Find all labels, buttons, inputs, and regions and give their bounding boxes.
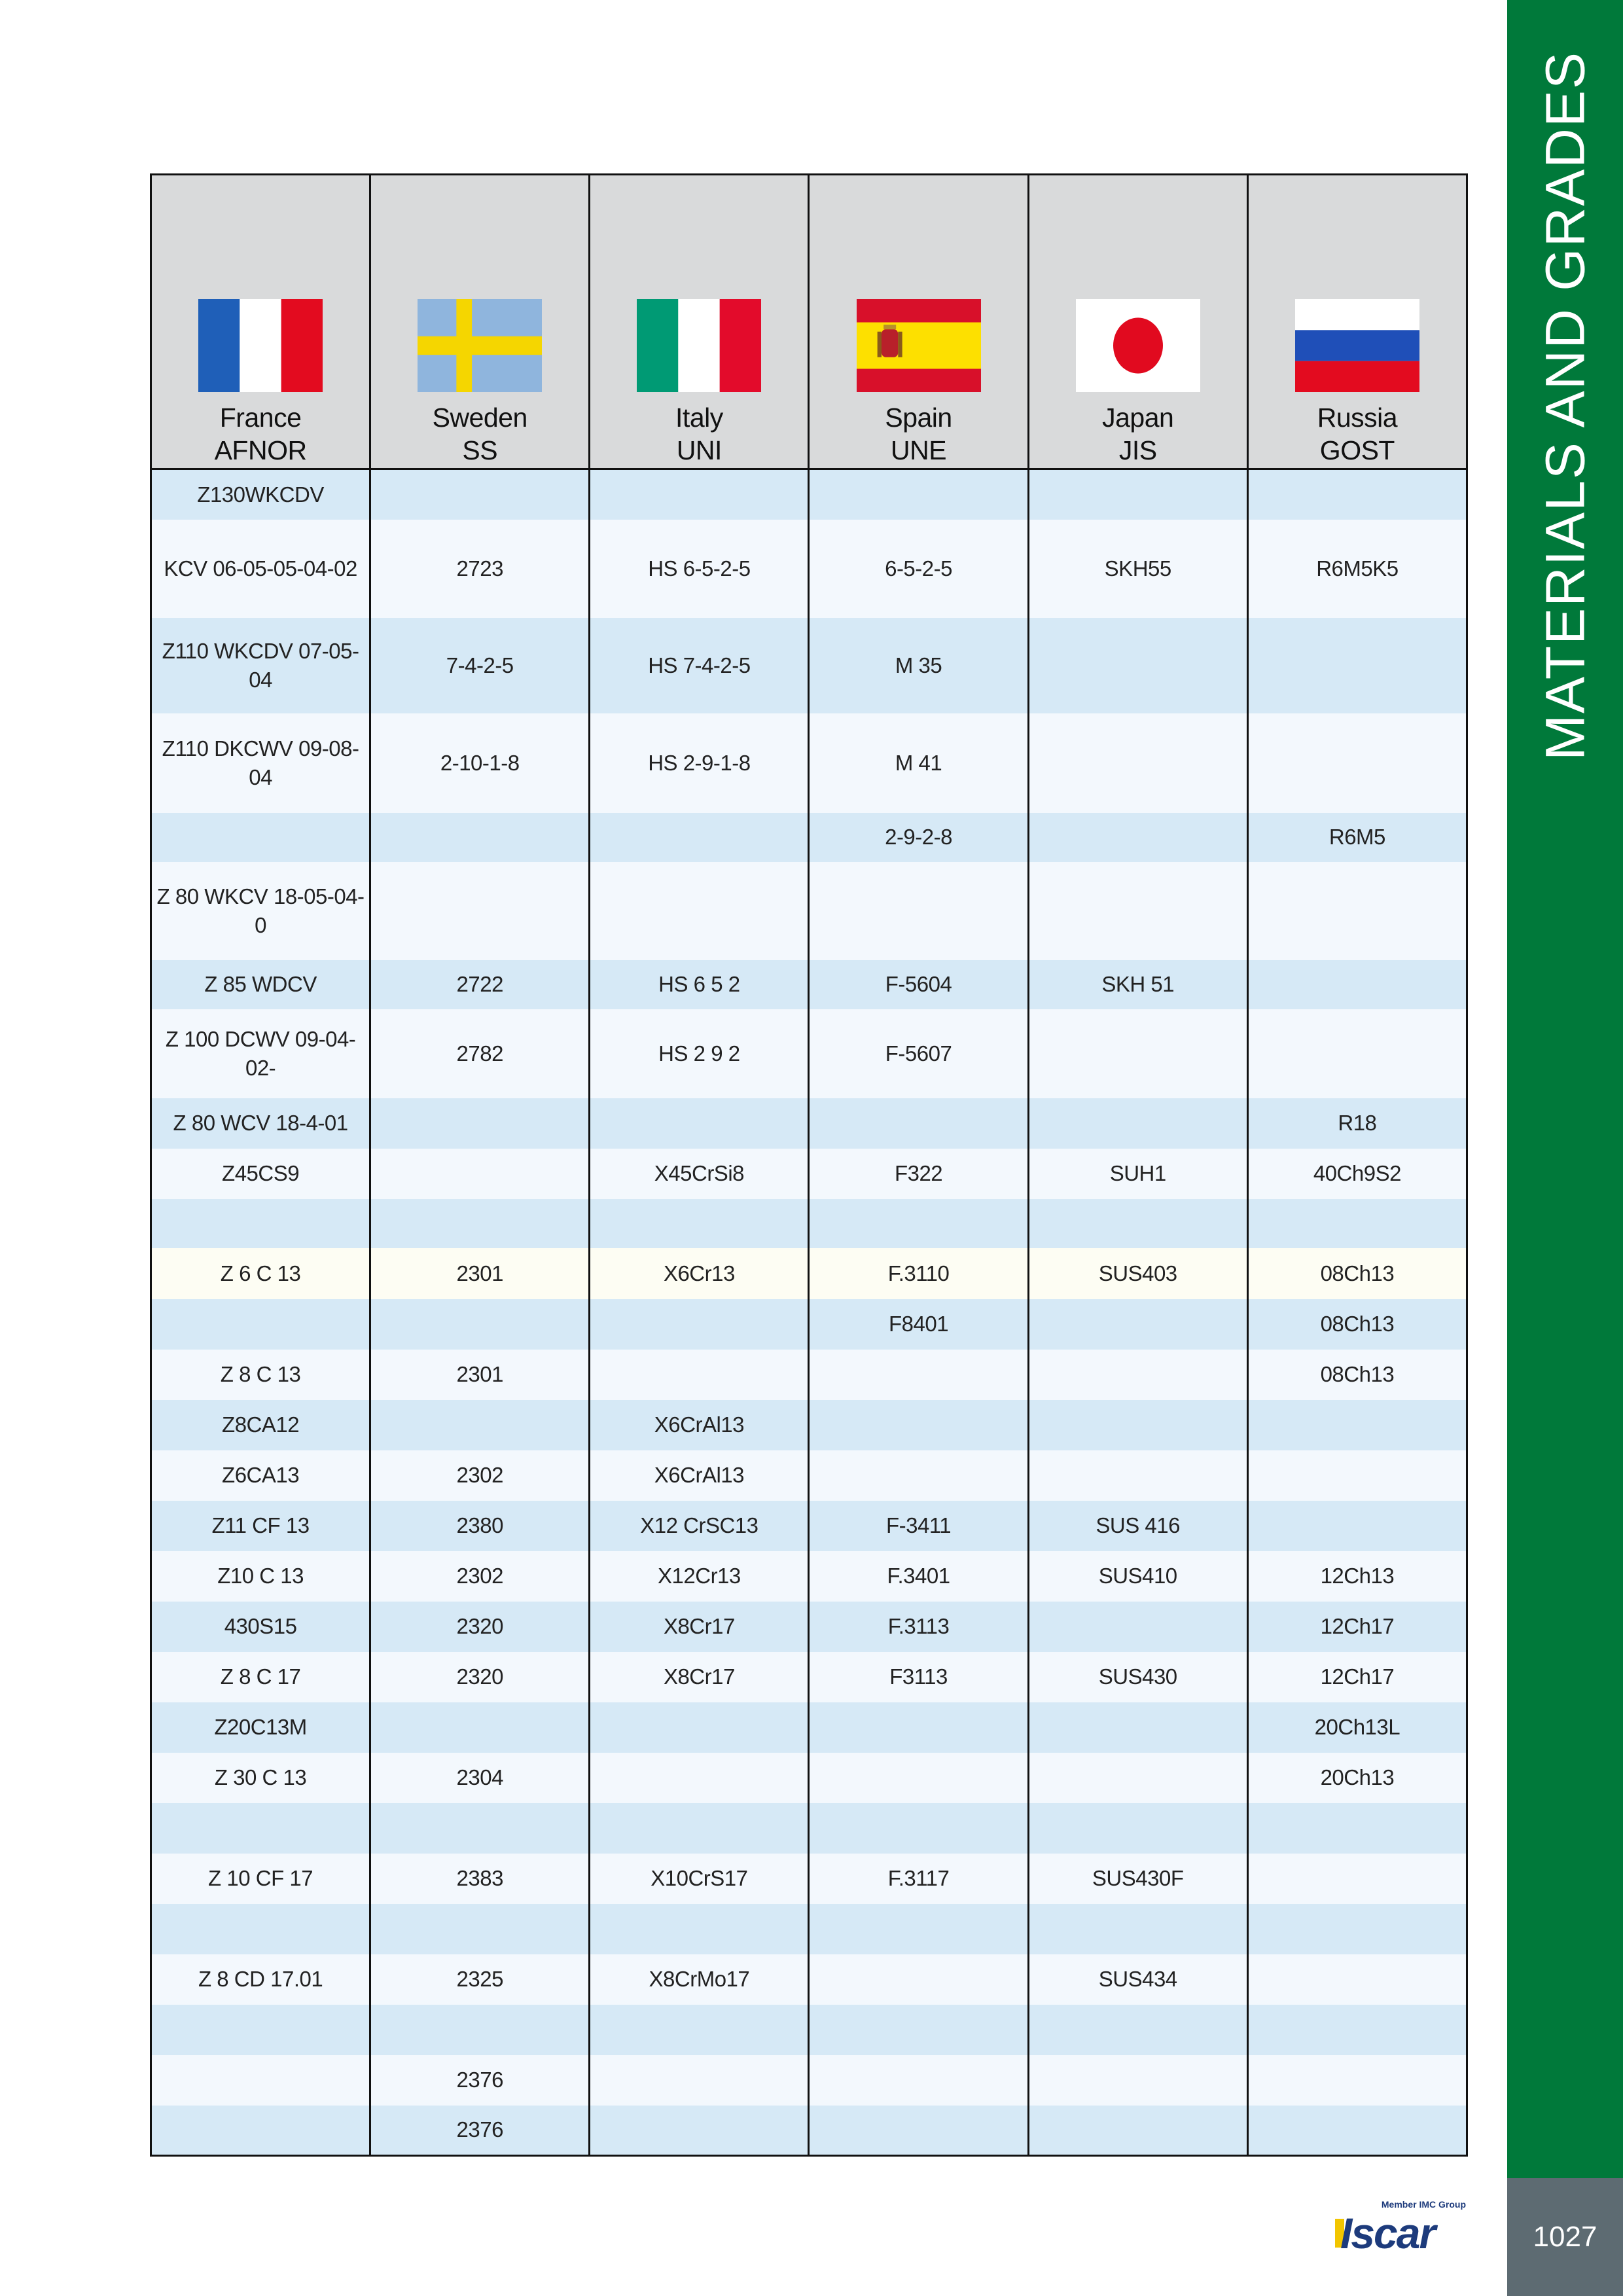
grade-cell (1028, 1299, 1247, 1350)
grade-cell: 2376 (370, 2055, 590, 2106)
grade-cell (590, 1199, 809, 1248)
grade-cell: SUS 416 (1028, 1501, 1247, 1551)
page-number-box (1507, 2178, 1623, 2296)
grade-cell: Z110 DKCWV 09-08-04 (151, 713, 370, 813)
grade-cell (1247, 1501, 1467, 1551)
grade-cell (809, 1954, 1028, 2005)
country-name: Japan (1102, 403, 1174, 433)
grade-cell (809, 1702, 1028, 1753)
grade-cell: F.3401 (809, 1551, 1028, 1602)
grade-cell: Z 100 DCWV 09-04-02- (151, 1009, 370, 1098)
grade-cell (809, 469, 1028, 520)
grade-cell (151, 1904, 370, 1954)
grade-cell (1028, 1199, 1247, 1248)
grade-cell (1028, 1350, 1247, 1400)
grade-cell: Z45CS9 (151, 1149, 370, 1199)
header-japan (1028, 175, 1247, 469)
grade-cell: 2320 (370, 1602, 590, 1652)
grade-cell: 2376 (370, 2106, 590, 2156)
grade-cell (590, 862, 809, 960)
grade-cell (809, 2055, 1028, 2106)
grade-cell: X12Cr13 (590, 1551, 809, 1602)
table-row (151, 1501, 1467, 1551)
grade-cell: F322 (809, 1149, 1028, 1199)
grade-cell (809, 1450, 1028, 1501)
grade-cell: 2-9-2-8 (809, 813, 1028, 862)
logo-wordmark: Iscar (1340, 2209, 1435, 2257)
header-italy (590, 175, 809, 469)
table-row (151, 2055, 1467, 2106)
grade-cell: Z 30 C 13 (151, 1753, 370, 1803)
grade-cell (1247, 2106, 1467, 2156)
grade-cell (1028, 1702, 1247, 1753)
company-logo (1335, 2199, 1466, 2257)
grade-cell: 2301 (370, 1248, 590, 1299)
grade-cell: 2304 (370, 1753, 590, 1803)
page-number: 1027 (1533, 2221, 1597, 2253)
standard-name: UNE (891, 435, 947, 465)
grade-cell (1247, 618, 1467, 713)
grade-cell (809, 1350, 1028, 1400)
grade-cell (151, 2106, 370, 2156)
grade-cell (1247, 862, 1467, 960)
grade-cell: 08Ch13 (1247, 1248, 1467, 1299)
grade-cell: Z 80 WCV 18-4-01 (151, 1098, 370, 1149)
grade-cell: HS 2-9-1-8 (590, 713, 809, 813)
grade-cell (1028, 1009, 1247, 1098)
grade-cell: 6-5-2-5 (809, 520, 1028, 618)
table-row (151, 1854, 1467, 1904)
grade-cell: F-5607 (809, 1009, 1028, 1098)
grade-cell (151, 1199, 370, 1248)
grade-cell: HS 6 5 2 (590, 960, 809, 1009)
grade-cell: HS 2 9 2 (590, 1009, 809, 1098)
header-row (151, 175, 1467, 469)
grade-cell: Z 6 C 13 (151, 1248, 370, 1299)
grade-cell (151, 2055, 370, 2106)
table-row (151, 520, 1467, 618)
grade-cell: F-5604 (809, 960, 1028, 1009)
grade-cell: Z110 WKCDV 07-05-04 (151, 618, 370, 713)
table-row (151, 1602, 1467, 1652)
grade-cell: X6CrAl13 (590, 1400, 809, 1450)
grade-cell: Z 80 WKCV 18-05-04-0 (151, 862, 370, 960)
grade-cell (1028, 1753, 1247, 1803)
grade-cell (1247, 1803, 1467, 1854)
grade-cell (370, 469, 590, 520)
grade-cell: 2722 (370, 960, 590, 1009)
grade-cell (370, 1904, 590, 1954)
grade-cell (1247, 469, 1467, 520)
grade-cell (370, 1149, 590, 1199)
grade-cell (370, 862, 590, 960)
table-row (151, 1954, 1467, 2005)
country-name: Italy (675, 403, 723, 433)
country-name: Spain (885, 403, 952, 433)
grade-cell (1028, 813, 1247, 862)
grade-cell: Z 8 C 17 (151, 1652, 370, 1702)
grade-cell: 2723 (370, 520, 590, 618)
grade-cell (370, 1299, 590, 1350)
standard-name: UNI (676, 435, 722, 465)
table-row (151, 813, 1467, 862)
grade-cell (809, 1400, 1028, 1450)
grade-cell (1028, 1400, 1247, 1450)
grade-cell (1247, 1450, 1467, 1501)
grade-cell: F3113 (809, 1652, 1028, 1702)
grade-cell: X6CrAl13 (590, 1450, 809, 1501)
table-row (151, 1753, 1467, 1803)
table-row (151, 1702, 1467, 1753)
grades-table-body (151, 469, 1467, 2156)
grade-cell (1028, 1450, 1247, 1501)
grade-cell: KCV 06-05-05-04-02 (151, 520, 370, 618)
grade-cell: Z130WKCDV (151, 469, 370, 520)
logo-tagline: Member IMC Group (1381, 2199, 1466, 2210)
grade-cell (1247, 1854, 1467, 1904)
grade-cell (370, 1098, 590, 1149)
grade-cell (1247, 713, 1467, 813)
sidebar (1507, 0, 1623, 2178)
grade-cell (590, 1803, 809, 1854)
country-name: France (219, 403, 302, 433)
grade-cell (590, 813, 809, 862)
grade-cell: 12Ch17 (1247, 1652, 1467, 1702)
table-row (151, 1098, 1467, 1149)
italy-flag-icon (637, 299, 761, 392)
grade-cell: Z 8 CD 17.01 (151, 1954, 370, 2005)
grade-cell (809, 1904, 1028, 1954)
grade-cell (370, 1400, 590, 1450)
grade-cell: M 35 (809, 618, 1028, 713)
table-row (151, 618, 1467, 713)
grade-cell: R18 (1247, 1098, 1467, 1149)
grade-cell: 2-10-1-8 (370, 713, 590, 813)
grade-cell: F.3117 (809, 1854, 1028, 1904)
grades-table (150, 173, 1468, 2157)
spain-flag-icon (857, 299, 981, 392)
grade-cell: 2383 (370, 1854, 590, 1904)
grade-cell (1028, 2055, 1247, 2106)
grade-cell: Z 10 CF 17 (151, 1854, 370, 1904)
table-row (151, 1149, 1467, 1199)
grade-cell: 08Ch13 (1247, 1350, 1467, 1400)
grade-cell (809, 2005, 1028, 2055)
grade-cell: 2301 (370, 1350, 590, 1400)
grade-cell (809, 2106, 1028, 2156)
grade-cell (590, 1753, 809, 1803)
grade-cell: F8401 (809, 1299, 1028, 1350)
grade-cell: Z8CA12 (151, 1400, 370, 1450)
grade-cell (1028, 713, 1247, 813)
grade-cell: F.3110 (809, 1248, 1028, 1299)
standard-name: JIS (1118, 435, 1157, 465)
header-spain (809, 175, 1028, 469)
table-row (151, 1199, 1467, 1248)
grade-cell (370, 1803, 590, 1854)
grade-cell (809, 862, 1028, 960)
grade-cell (590, 1702, 809, 1753)
table-row (151, 469, 1467, 520)
grade-cell: SUS430F (1028, 1854, 1247, 1904)
grade-cell: 20Ch13L (1247, 1702, 1467, 1753)
table-row (151, 2005, 1467, 2055)
grade-cell: R6M5 (1247, 813, 1467, 862)
grade-cell: 12Ch17 (1247, 1602, 1467, 1652)
table-row (151, 1803, 1467, 1854)
grade-cell (1028, 469, 1247, 520)
grade-cell (370, 813, 590, 862)
grade-cell: 08Ch13 (1247, 1299, 1467, 1350)
grade-cell: 20Ch13 (1247, 1753, 1467, 1803)
header-france (151, 175, 370, 469)
grade-cell: Z11 CF 13 (151, 1501, 370, 1551)
table-row (151, 1450, 1467, 1501)
table-row (151, 1248, 1467, 1299)
grade-cell (809, 1199, 1028, 1248)
grade-cell (1247, 1009, 1467, 1098)
table-row (151, 1299, 1467, 1350)
grade-cell (370, 1199, 590, 1248)
france-flag-icon (198, 299, 323, 392)
grade-cell: Z20C13M (151, 1702, 370, 1753)
grade-cell (1028, 1098, 1247, 1149)
grade-cell: X10CrS17 (590, 1854, 809, 1904)
grade-cell: SUS403 (1028, 1248, 1247, 1299)
grade-cell (1247, 2055, 1467, 2106)
grade-cell: Z 85 WDCV (151, 960, 370, 1009)
grade-cell: SUH1 (1028, 1149, 1247, 1199)
grade-cell (370, 2005, 590, 2055)
grade-cell (809, 1803, 1028, 1854)
grade-cell: X6Cr13 (590, 1248, 809, 1299)
standard-name: AFNOR (214, 435, 307, 465)
header-russia (1247, 175, 1467, 469)
grade-cell (1028, 2106, 1247, 2156)
grade-cell (370, 1702, 590, 1753)
table-row (151, 1350, 1467, 1400)
grade-cell: X8Cr17 (590, 1652, 809, 1702)
table-row (151, 1009, 1467, 1098)
grade-cell: 2302 (370, 1450, 590, 1501)
japan-flag-icon (1076, 299, 1200, 392)
table-row (151, 862, 1467, 960)
grade-cell (590, 1904, 809, 1954)
grade-cell (590, 2055, 809, 2106)
grade-cell: F-3411 (809, 1501, 1028, 1551)
grade-cell (1028, 1602, 1247, 1652)
russia-flag-icon (1295, 299, 1419, 392)
grade-cell: X12 CrSC13 (590, 1501, 809, 1551)
grade-cell (151, 2005, 370, 2055)
table-row (151, 1551, 1467, 1602)
section-title: MATERIALS AND GRADES (1534, 50, 1596, 761)
country-name: Sweden (432, 403, 527, 433)
grade-cell: 2320 (370, 1652, 590, 1702)
grade-cell (590, 1098, 809, 1149)
grade-cell: HS 6-5-2-5 (590, 520, 809, 618)
grade-cell (590, 2005, 809, 2055)
standard-name: SS (462, 435, 498, 465)
grade-cell: Z 8 C 13 (151, 1350, 370, 1400)
grade-cell (1028, 1904, 1247, 1954)
grade-cell (1247, 2005, 1467, 2055)
grade-cell: SKH 51 (1028, 960, 1247, 1009)
grade-cell (590, 1299, 809, 1350)
grade-cell (1028, 862, 1247, 960)
grade-cell: 2380 (370, 1501, 590, 1551)
grade-cell: 12Ch13 (1247, 1551, 1467, 1602)
grade-cell (151, 1299, 370, 1350)
grade-cell: 7-4-2-5 (370, 618, 590, 713)
grade-cell: R6M5K5 (1247, 520, 1467, 618)
table-row (151, 1652, 1467, 1702)
grade-cell (1247, 1954, 1467, 2005)
grade-cell: 40Ch9S2 (1247, 1149, 1467, 1199)
country-name: Russia (1317, 403, 1398, 433)
grade-cell (1247, 1904, 1467, 1954)
grade-cell: F.3113 (809, 1602, 1028, 1652)
grade-cell (1028, 618, 1247, 713)
grade-cell (1028, 2005, 1247, 2055)
table-row (151, 2106, 1467, 2156)
grade-cell: Z10 C 13 (151, 1551, 370, 1602)
grade-cell: SUS434 (1028, 1954, 1247, 2005)
grade-cell: SKH55 (1028, 520, 1247, 618)
grade-cell: X45CrSi8 (590, 1149, 809, 1199)
grade-cell (590, 469, 809, 520)
table-row (151, 1400, 1467, 1450)
grade-cell: SUS430 (1028, 1652, 1247, 1702)
grade-cell (1247, 1400, 1467, 1450)
grade-cell (590, 2106, 809, 2156)
grade-cell (590, 1350, 809, 1400)
grade-cell: X8CrMo17 (590, 1954, 809, 2005)
grade-cell: M 41 (809, 713, 1028, 813)
grade-cell (1247, 1199, 1467, 1248)
standard-name: GOST (1319, 435, 1395, 465)
grade-cell: SUS410 (1028, 1551, 1247, 1602)
grade-cell: Z6CA13 (151, 1450, 370, 1501)
table-row (151, 1904, 1467, 1954)
table-row (151, 713, 1467, 813)
grade-cell (1028, 1803, 1247, 1854)
grade-cell (809, 1753, 1028, 1803)
grade-cell: X8Cr17 (590, 1602, 809, 1652)
grade-cell: HS 7-4-2-5 (590, 618, 809, 713)
grade-cell (1247, 960, 1467, 1009)
grade-cell (151, 1803, 370, 1854)
grade-cell: 2782 (370, 1009, 590, 1098)
grade-cell: 430S15 (151, 1602, 370, 1652)
header-sweden (370, 175, 590, 469)
table-row (151, 960, 1467, 1009)
grade-cell: 2302 (370, 1551, 590, 1602)
grade-cell (151, 813, 370, 862)
grade-cell (809, 1098, 1028, 1149)
grade-cell: 2325 (370, 1954, 590, 2005)
sweden-flag-icon (418, 299, 542, 392)
